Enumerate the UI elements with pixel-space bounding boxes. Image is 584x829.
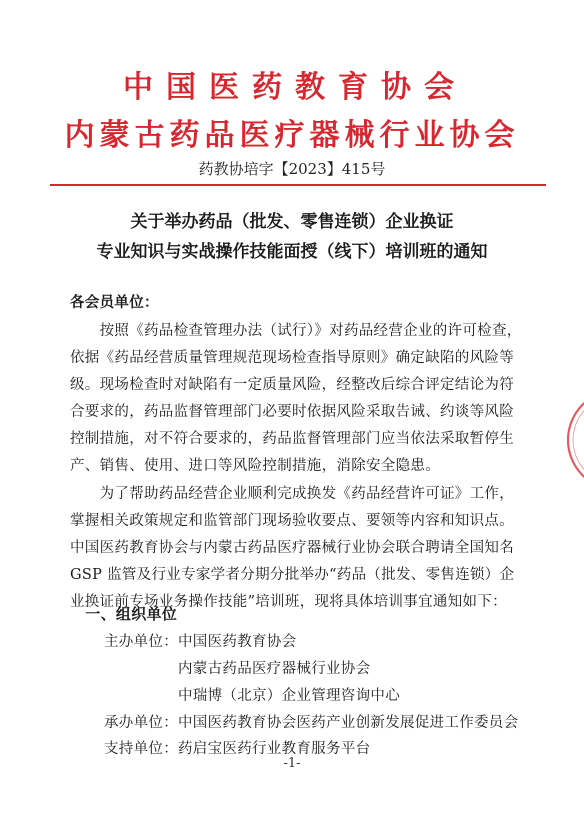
subject-line-1: 关于举办药品（批发、零售连锁）企业换证 — [130, 212, 454, 232]
support-unit: 药启宝医药行业教育服务平台 — [178, 741, 371, 757]
para1-line: 级。现场检查时对缺陷有一定质量风险，经整改后综合评定结论为符 — [70, 377, 514, 393]
org-title-primary: 中国医药教育协会 — [123, 70, 467, 105]
para2-line: 为了帮助药品经营企业顺利完成换发《药品经营许可证》工作， — [70, 486, 514, 502]
organizer-unit: 中国医药教育协会医药产业创新发展促进工作委员会 — [178, 715, 519, 731]
para1-line: 控制措施，对不符合要求的，药品监督管理部门应当依法采取暂停生 — [70, 431, 514, 447]
page-number: -1- — [283, 756, 301, 771]
para2-line: GSP 监管及行业专家学者分期分批举办“药品（批发、零售连锁）企 — [70, 567, 515, 583]
para1-line: 按照《药品检查管理办法（试行）》对药品经营企业的许可检查， — [70, 323, 522, 339]
para2-line: 掌握相关政策规定和监管部门现场验收要点、要领等内容和知识点。 — [70, 513, 514, 529]
host-label: 主办单位： — [104, 634, 178, 650]
letterhead-divider — [50, 184, 546, 186]
host-unit-2: 内蒙古药品医疗器械行业协会 — [178, 661, 371, 677]
host-unit-1: 中国医药教育协会 — [178, 634, 297, 650]
para1-line: 产、销售、使用、进口等风险控制措施，消除安全隐患。 — [70, 458, 440, 474]
organizer-label: 承办单位： — [104, 715, 178, 731]
section-heading: 一、组织单位 — [70, 605, 178, 623]
org-title-secondary: 内蒙古药品医疗器械行业协会 — [64, 118, 520, 153]
para1-line: 合要求的，药品监督管理部门必要时依据风险采取告诫、约谈等风险 — [70, 404, 514, 420]
official-seal-icon — [562, 380, 584, 500]
para1-line: 依据《药品经营质量管理规范现场检查指导原则》确定缺陷的风险等 — [70, 350, 514, 366]
para2-line: 中国医药教育协会与内蒙古药品医疗器械行业协会联合聘请全国知名 — [70, 540, 514, 556]
document-number: 药教协培字【2023】415号 — [198, 160, 386, 178]
subject-line-2: 专业知识与实战操作技能面授（线下）培训班的通知 — [96, 242, 488, 262]
salutation: 各会员单位： — [70, 294, 159, 311]
support-label: 支持单位： — [104, 741, 178, 757]
host-unit-3: 中瑞博（北京）企业管理咨询中心 — [178, 688, 400, 704]
para2-line: 业换证前专场业务操作技能”培训班，现将具体培训事宜通知如下： — [70, 594, 507, 610]
